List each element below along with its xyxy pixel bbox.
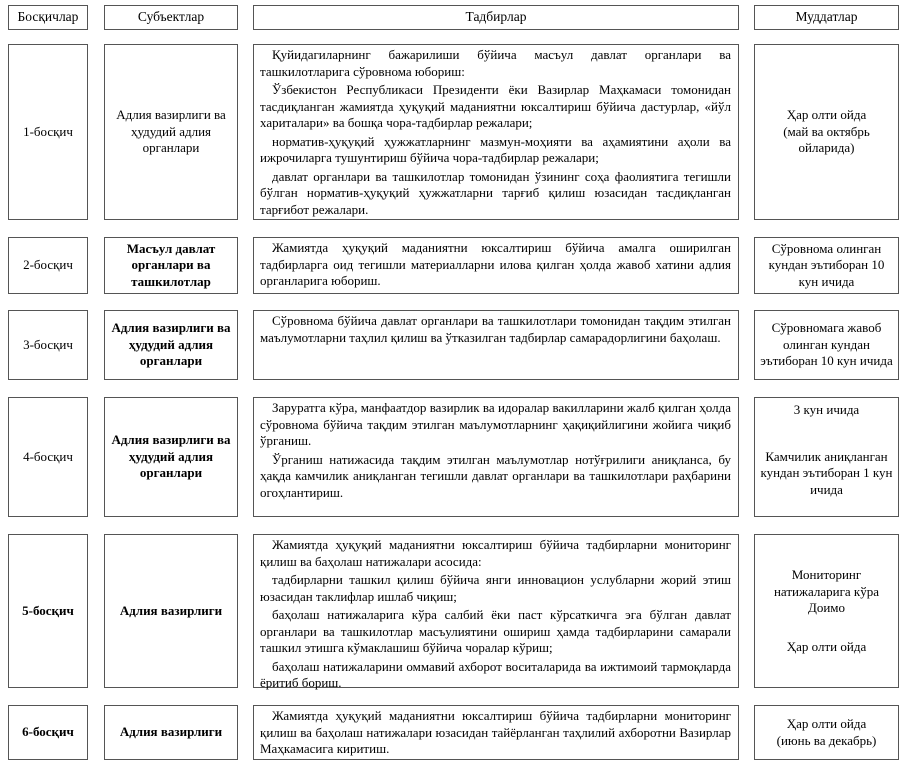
row-3-stage [8, 310, 88, 380]
action-text: Жамиятда ҳуқуқий маданиятни юксалтириш бўйича амалга оширилган тадбирларга оид тегишли материалларни илова қилган ҳолда жавоб хатини адлия органларига юбориш. [260, 240, 731, 288]
stage-label: 4-босқич [23, 448, 73, 464]
stage-label: 1-босқич [23, 123, 73, 139]
subject-label: Масъул давлат органлари ва ташкилотлар [126, 240, 216, 289]
row-6-term [754, 705, 899, 760]
header-stages [8, 5, 88, 30]
row-6-subject [104, 705, 238, 760]
row-2-actions [253, 237, 739, 294]
action-text: норматив-ҳуқуқий ҳужжатларнинг мазмун-моҳияти ва аҳамиятини аҳоли ва ижрочиларга тушунтириш бўйича чора-тадбирлар режалари; [260, 133, 731, 165]
row-5-subject [104, 534, 238, 688]
subject-label: Адлия вазирлиги [119, 602, 223, 618]
term-text: Сўровномага жавоб олинган кундан эътиборан 10 кун ичида [760, 320, 893, 369]
term-text: (май ва октябрь ойларида) [783, 123, 870, 156]
row-6-actions [253, 705, 739, 760]
term-text: 3 кун ичида [793, 402, 860, 417]
action-text: Заруратга кўра, манфаатдор вазирлик ва идоралар вакилларини жалб қилган ҳолда сўровнома бўйича тақдим этилган маълумотларнинг ҳақиқийлигини жойига чиқиб ўрганиш. [260, 400, 731, 448]
action-text: давлат органлари ва ташкилотлар томонидан ўзининг соҳа фаолиятига тегишли бўлган норматив-ҳуқуқий ҳужжатларни тарғиб қилиш юзасидан тасдиқланган тарғибот режалари. [260, 168, 731, 217]
row-5-actions [253, 534, 739, 688]
header-terms [754, 5, 899, 30]
header-actions-label: Тадбирлар [465, 9, 527, 25]
action-text: Ўзбекистон Республикаси Президенти ёки Вазирлар Маҳкамаси томонидан тасдиқланган жамиятда ҳуқуқий маданиятни юксалтириш бўйича дастурлар, «йўл хариталари» ва бошқа чора-тадбирлар режалари; [260, 82, 731, 130]
row-1-stage [8, 44, 88, 220]
row-4-stage [8, 397, 88, 517]
action-text: Ўрганиш натижасида тақдим этилган маълумотлар нотўғрилиги аниқланса, бу ҳақда камчилик аниқланган тегишли давлат органлари ва ташкилотлари раҳбарини огоҳлантириш. [260, 451, 731, 500]
subject-label: Адлия вазирлиги ва ҳудудий адлия органлари [111, 432, 231, 481]
row-6-stage [8, 705, 88, 760]
row-2-subject [104, 237, 238, 294]
row-5-term [754, 534, 899, 688]
row-5-stage [8, 534, 88, 688]
action-text: тадбирларни ташкил қилиш бўйича янги инновацион услубларни жорий этиш юзасидан таклифлар ишлаб чиқиш; [260, 572, 731, 604]
row-3-subject [104, 310, 238, 380]
subject-label: Адлия вазирлиги ва ҳудудий адлия органлари [116, 107, 226, 156]
row-4-term [754, 397, 899, 517]
header-subjects-label: Субъектлар [137, 9, 205, 25]
row-4-subject [104, 397, 238, 517]
stage-label: 6-босқич [22, 724, 74, 740]
action-text: Жамиятда ҳуқуқий маданиятни юксалтириш бўйича тадбирларни мониторинг қилиш ва баҳолаш натижалари юзасидан тайёрланган таҳлилий ахборотни Вазирлар Маҳкамасига киритиш. [260, 708, 731, 756]
action-text: баҳолаш натижаларини оммавий ахборот воситаларида ва ижтимоий тармоқларда ёритиб бориш. [260, 658, 731, 690]
header-stages-label: Босқичлар [17, 9, 79, 25]
header-actions [253, 5, 739, 30]
subject-label: Адлия вазирлиги [119, 724, 223, 740]
term-text: Камчилик аниқланган кундан эътиборан 1 кун ичида [760, 448, 893, 497]
header-terms-label: Муддатлар [795, 9, 858, 25]
row-2-term [754, 237, 899, 294]
stage-label: 2-босқич [23, 257, 73, 273]
action-text: Қуйидагиларнинг бажарилиши бўйича масъул давлат органлари ва ташкилотларига сўровнома юбориш: [260, 47, 731, 79]
row-4-actions [253, 397, 739, 517]
stage-label: 5-босқич [22, 602, 74, 618]
subject-label: Адлия вазирлиги ва ҳудудий адлия органлари [111, 320, 231, 369]
action-text: Сўровнома бўйича давлат органлари ва ташкилотлари томонидан тақдим этилган маълумотларни таҳлил қилиш ва ўтказилган тадбирлар самарадорлигини баҳолаш. [260, 313, 731, 345]
term-text: Ҳар олти ойда [786, 638, 867, 654]
stage-label: 3-босқич [23, 336, 73, 352]
term-text: Мониторинг натижаларига кўра Доимо [773, 567, 880, 615]
term-text: Ҳар олти ойда [786, 716, 867, 731]
term-text: (июнь ва декабрь) [776, 732, 877, 748]
row-3-actions [253, 310, 739, 380]
action-text: Жамиятда ҳуқуқий маданиятни юксалтириш бўйича тадбирларни мониторинг қилиш ва баҳолаш натижалари асосида: [260, 537, 731, 569]
row-1-actions [253, 44, 739, 220]
term-text: Сўровнома олинган кундан эътиборан 10 кун ичида [768, 240, 885, 289]
action-text: баҳолаш натижаларига кўра салбий ёки паст кўрсаткичга эга бўлган давлат органлари ва ташкилотлар масъулиятини ошириш ҳамда тадбирларини самарали ташкил этишга кўмаклашиш бўйича чоралар кўриш; [260, 607, 731, 655]
row-3-term [754, 310, 899, 380]
term-text: Ҳар олти ойда [786, 107, 867, 123]
header-subjects [104, 5, 238, 30]
row-1-subject [104, 44, 238, 220]
row-2-stage [8, 237, 88, 294]
row-1-term [754, 44, 899, 220]
